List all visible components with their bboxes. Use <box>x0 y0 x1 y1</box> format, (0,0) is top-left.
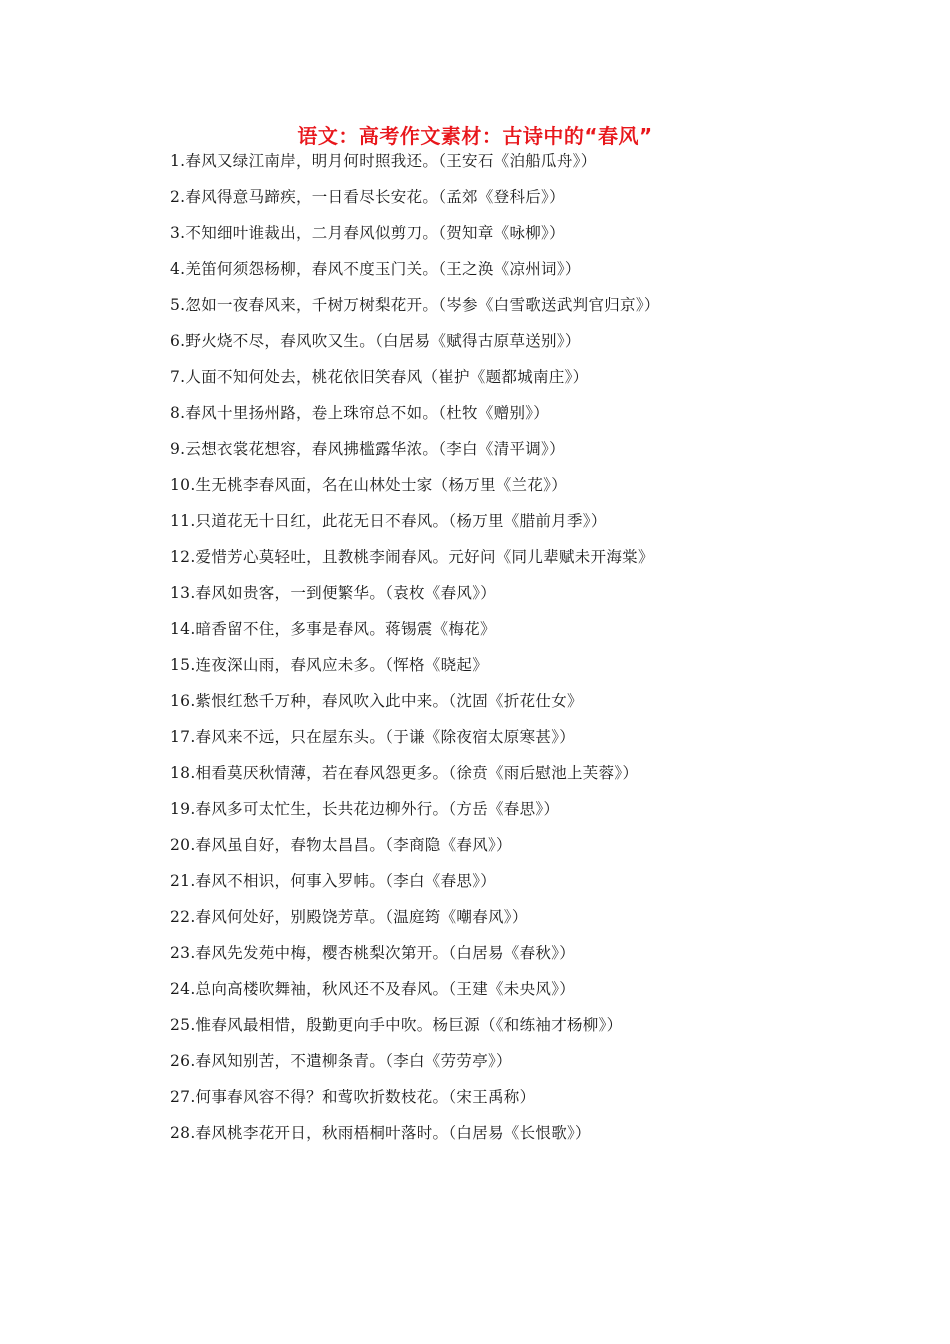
poem-line-19: 19.春风多可太忙生，长共花边柳外行。（方岳《春思》） <box>170 800 560 818</box>
poem-line-16: 16.紫恨红愁千万种，春风吹入此中来。（沈固《折花仕女》 <box>170 692 583 710</box>
poem-line-17: 17.春风来不远，只在屋东头。（于谦《除夜宿太原寒甚》） <box>170 728 576 746</box>
poem-line-25: 25.惟春风最相惜，殷勤更向手中吹。杨巨源（《和练袖才杨柳》） <box>170 1016 623 1034</box>
poem-line-4: 4.羌笛何须怨杨柳，春风不度玉门关。（王之涣《凉州词》） <box>170 260 581 278</box>
poem-line-21: 21.春风不相识，何事入罗帏。（李白《春思》） <box>170 872 497 890</box>
poem-list <box>170 150 870 1158</box>
poem-line-1: 1.春风又绿江南岸，明月何时照我还。（王安石《泊船瓜舟》） <box>170 152 597 170</box>
poem-line-6: 6.野火烧不尽，春风吹又生。（白居易《赋得古原草送别》） <box>170 332 581 350</box>
document-title: 语文：高考作文素材：古诗中的“春风” <box>297 124 653 148</box>
poem-line-12: 12.爱惜芳心莫轻吐，且教桃李闹春风。元好问《同儿辈赋未开海棠》 <box>170 548 654 566</box>
poem-line-22: 22.春风何处好，别殿饶芳草。（温庭筠《嘲春风》） <box>170 908 528 926</box>
poem-line-18: 18.相看莫厌秋情薄，若在春风怨更多。（徐贲《雨后慰池上芙蓉》） <box>170 764 639 782</box>
poem-line-7: 7.人面不知何处去，桃花依旧笑春风（崔护《题都城南庄》） <box>170 368 589 386</box>
poem-line-24: 24.总向高楼吹舞袖，秋风还不及春风。（王建《未央风》） <box>170 980 576 998</box>
poem-line-5: 5.忽如一夜春风来，千树万树梨花开。（岑参《白雪歌送武判官归京》） <box>170 296 660 314</box>
poem-line-14: 14.暗香留不住，多事是春风。蒋锡震《梅花》 <box>170 620 496 638</box>
poem-line-3: 3.不知细叶谁裁出，二月春风似剪刀。（贺知章《咏柳》） <box>170 224 565 242</box>
poem-line-2: 2.春风得意马蹄疾，一日看尽长安花。（孟郊《登科后》） <box>170 188 565 206</box>
poem-line-28: 28.春风桃李花开日，秋雨梧桐叶落时。（白居易《长恨歌》） <box>170 1124 591 1142</box>
poem-line-23: 23.春风先发苑中梅，樱杏桃梨次第开。（白居易《春秋》） <box>170 944 576 962</box>
poem-line-11: 11.只道花无十日红，此花无日不春风。（杨万里《腊前月季》） <box>170 512 607 530</box>
poem-line-10: 10.生无桃李春风面，名在山林处士家（杨万里《兰花》） <box>170 476 568 494</box>
poem-line-9: 9.云想衣裳花想容，春风拂槛露华浓。（李白《清平调》） <box>170 440 565 458</box>
poem-line-13: 13.春风如贵客，一到便繁华。（袁枚《春风》） <box>170 584 497 602</box>
poem-line-27: 27.何事春风容不得？和莺吹折数枝花。（宋王禹称） <box>170 1088 536 1106</box>
poem-line-8: 8.春风十里扬州路，卷上珠帘总不如。（杜牧《赠别》） <box>170 404 550 422</box>
poem-line-20: 20.春风虽自好，春物太昌昌。（李商隐《春风》） <box>170 836 512 854</box>
poem-line-26: 26.春风知别苦，不遣柳条青。（李白《劳劳亭》） <box>170 1052 512 1070</box>
poem-line-15: 15.连夜深山雨，春风应未多。（恽格《晓起》 <box>170 656 489 674</box>
